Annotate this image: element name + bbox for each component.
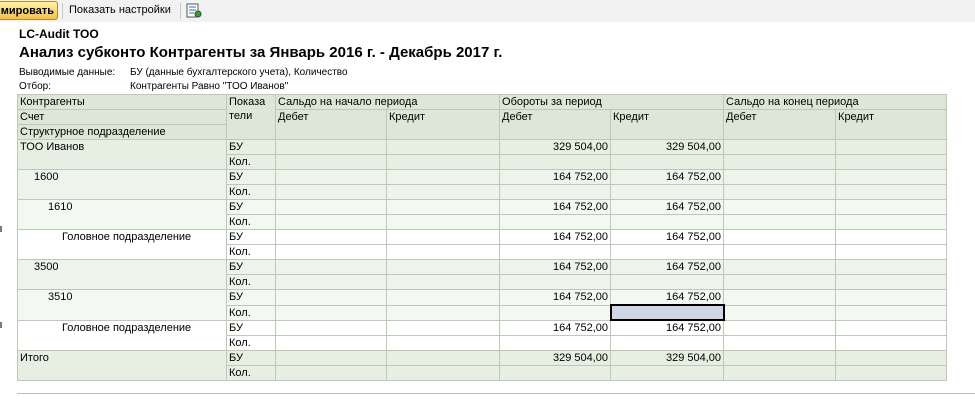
- indicator-cell[interactable]: Кол.: [227, 155, 276, 170]
- turnover-debit-cell[interactable]: [500, 275, 611, 290]
- turnover-debit-cell[interactable]: [500, 305, 611, 320]
- closing-credit-cell[interactable]: [836, 320, 947, 336]
- row-gutter: [0, 22, 17, 416]
- indicator-cell[interactable]: БУ: [227, 170, 276, 185]
- closing-credit-cell[interactable]: [836, 305, 947, 320]
- turnover-debit-cell[interactable]: [500, 215, 611, 230]
- row-label[interactable]: Головное подразделение: [18, 230, 227, 260]
- opening-credit-cell[interactable]: [387, 170, 500, 185]
- opening-credit-cell[interactable]: [387, 305, 500, 320]
- opening-debit-cell[interactable]: [276, 305, 387, 320]
- opening-debit-cell[interactable]: [276, 170, 387, 185]
- header-account: Счет: [18, 110, 227, 125]
- opening-debit-cell[interactable]: [276, 140, 387, 155]
- header-closing-credit: Кредит: [836, 110, 947, 140]
- indicator-cell[interactable]: Кол.: [227, 215, 276, 230]
- opening-debit-cell[interactable]: [276, 290, 387, 306]
- opening-debit-cell[interactable]: [276, 185, 387, 200]
- opening-credit-cell[interactable]: [387, 185, 500, 200]
- report-table: [17, 94, 947, 381]
- opening-debit-cell[interactable]: [276, 200, 387, 215]
- opening-debit-cell[interactable]: [276, 336, 387, 351]
- opening-credit-cell[interactable]: [387, 200, 500, 215]
- group-marker[interactable]: [0, 226, 2, 232]
- closing-credit-cell[interactable]: [836, 275, 947, 290]
- turnover-credit-cell[interactable]: [611, 215, 724, 230]
- indicator-cell[interactable]: БУ: [227, 200, 276, 215]
- opening-debit-cell[interactable]: [276, 155, 387, 170]
- opening-credit-cell[interactable]: [387, 336, 500, 351]
- opening-credit-cell[interactable]: [387, 275, 500, 290]
- row-label[interactable]: Головное подразделение: [18, 320, 227, 351]
- closing-credit-cell[interactable]: [836, 290, 947, 306]
- turnover-credit-cell[interactable]: [611, 185, 724, 200]
- table-row[interactable]: [18, 200, 947, 215]
- turnover-debit-cell[interactable]: [500, 155, 611, 170]
- indicator-cell[interactable]: Кол.: [227, 336, 276, 351]
- closing-debit-cell[interactable]: [724, 336, 836, 351]
- closing-debit-cell[interactable]: [724, 170, 836, 185]
- header-closing-balance: Сальдо на конец периода: [724, 95, 947, 110]
- table-row[interactable]: [18, 260, 947, 275]
- selected-cell[interactable]: [611, 305, 724, 320]
- turnover-debit-cell[interactable]: [500, 366, 611, 381]
- turnover-credit-cell[interactable]: 329 504,00: [611, 351, 724, 366]
- row-label[interactable]: 1600: [18, 170, 227, 200]
- turnover-debit-cell[interactable]: [500, 245, 611, 260]
- opening-credit-cell[interactable]: [387, 351, 500, 366]
- header-turnover-debit: Дебет: [500, 110, 611, 140]
- turnover-debit-cell[interactable]: 164 752,00: [500, 290, 611, 306]
- opening-debit-cell[interactable]: [276, 260, 387, 275]
- closing-debit-cell[interactable]: [724, 215, 836, 230]
- closing-credit-cell[interactable]: [836, 260, 947, 275]
- table-row[interactable]: [18, 230, 947, 245]
- turnover-credit-cell[interactable]: [611, 245, 724, 260]
- toolbar-separator: [62, 3, 63, 19]
- table-row[interactable]: [18, 140, 947, 155]
- opening-debit-cell[interactable]: [276, 366, 387, 381]
- generate-button[interactable]: мировать: [0, 1, 58, 20]
- closing-debit-cell[interactable]: [724, 245, 836, 260]
- closing-credit-cell[interactable]: [836, 336, 947, 351]
- indicator-cell[interactable]: Кол.: [227, 366, 276, 381]
- report-area: [0, 22, 975, 416]
- indicator-cell[interactable]: БУ: [227, 290, 276, 306]
- turnover-debit-cell[interactable]: 164 752,00: [500, 320, 611, 336]
- closing-credit-cell[interactable]: [836, 185, 947, 200]
- closing-debit-cell[interactable]: [724, 200, 836, 215]
- row-label[interactable]: 3500: [18, 260, 227, 290]
- closing-debit-cell[interactable]: [724, 351, 836, 366]
- indicator-cell[interactable]: Кол.: [227, 185, 276, 200]
- toolbar-separator: [180, 3, 181, 19]
- closing-credit-cell[interactable]: [836, 170, 947, 185]
- opening-credit-cell[interactable]: [387, 245, 500, 260]
- opening-credit-cell[interactable]: [387, 155, 500, 170]
- opening-credit-cell[interactable]: [387, 290, 500, 306]
- turnover-credit-cell[interactable]: 164 752,00: [611, 290, 724, 306]
- closing-debit-cell[interactable]: [724, 366, 836, 381]
- closing-credit-cell[interactable]: [836, 155, 947, 170]
- header-counterparties: Контрагенты: [18, 95, 227, 110]
- opening-credit-cell[interactable]: [387, 215, 500, 230]
- table-row[interactable]: [18, 320, 947, 336]
- output-label: Выводимые данные:: [19, 67, 116, 78]
- closing-credit-cell[interactable]: [836, 140, 947, 155]
- closing-debit-cell[interactable]: [724, 290, 836, 306]
- header-closing-debit: Дебет: [724, 110, 836, 140]
- indicator-cell[interactable]: Кол.: [227, 245, 276, 260]
- opening-credit-cell[interactable]: [387, 140, 500, 155]
- closing-debit-cell[interactable]: [724, 185, 836, 200]
- turnover-credit-cell[interactable]: 329 504,00: [611, 140, 724, 155]
- turnover-credit-cell[interactable]: [611, 336, 724, 351]
- header-indicators: Показа тели: [227, 95, 276, 140]
- show-settings-button[interactable]: Показать настройки: [69, 4, 171, 16]
- header-division: Структурное подразделение: [18, 125, 227, 140]
- indicator-cell[interactable]: БУ: [227, 140, 276, 155]
- indicator-cell[interactable]: Кол.: [227, 275, 276, 290]
- turnover-credit-cell[interactable]: 164 752,00: [611, 260, 724, 275]
- toolbar: [0, 0, 975, 23]
- table-row[interactable]: [18, 170, 947, 185]
- header-turnover-credit: Кредит: [611, 110, 724, 140]
- closing-debit-cell[interactable]: [724, 155, 836, 170]
- turnover-debit-cell[interactable]: 164 752,00: [500, 200, 611, 215]
- indicator-cell[interactable]: БУ: [227, 351, 276, 366]
- opening-credit-cell[interactable]: [387, 260, 500, 275]
- closing-debit-cell[interactable]: [724, 230, 836, 245]
- turnover-credit-cell[interactable]: [611, 366, 724, 381]
- turnover-debit-cell[interactable]: [500, 336, 611, 351]
- organization-name: LC-Audit ТОО: [19, 27, 99, 41]
- turnover-debit-cell[interactable]: [500, 185, 611, 200]
- opening-debit-cell[interactable]: [276, 275, 387, 290]
- opening-debit-cell[interactable]: [276, 245, 387, 260]
- closing-debit-cell[interactable]: [724, 305, 836, 320]
- opening-debit-cell[interactable]: [276, 320, 387, 336]
- closing-credit-cell[interactable]: [836, 366, 947, 381]
- header-opening-balance: Сальдо на начало периода: [276, 95, 500, 110]
- opening-credit-cell[interactable]: [387, 230, 500, 245]
- turnover-credit-cell[interactable]: 164 752,00: [611, 320, 724, 336]
- indicator-cell[interactable]: БУ: [227, 260, 276, 275]
- opening-credit-cell[interactable]: [387, 366, 500, 381]
- closing-debit-cell[interactable]: [724, 140, 836, 155]
- turnover-credit-cell[interactable]: 164 752,00: [611, 230, 724, 245]
- header-turnover: Обороты за период: [500, 95, 724, 110]
- turnover-debit-cell[interactable]: 164 752,00: [500, 260, 611, 275]
- row-label[interactable]: 1610: [18, 200, 227, 230]
- opening-debit-cell[interactable]: [276, 351, 387, 366]
- turnover-credit-cell[interactable]: 164 752,00: [611, 200, 724, 215]
- report-title: Анализ субконто Контрагенты за Январь 2016 г. - Декабрь 2017 г.: [19, 44, 503, 61]
- opening-debit-cell[interactable]: [276, 215, 387, 230]
- filter-label: Отбор:: [19, 81, 51, 92]
- row-label[interactable]: ТОО Иванов: [18, 140, 227, 170]
- turnover-debit-cell[interactable]: 164 752,00: [500, 170, 611, 185]
- turnover-debit-cell[interactable]: 329 504,00: [500, 351, 611, 366]
- row-label[interactable]: 3510: [18, 290, 227, 321]
- turnover-debit-cell[interactable]: 329 504,00: [500, 140, 611, 155]
- filter-value: Контрагенты Равно "ТОО Иванов": [130, 81, 289, 92]
- turnover-credit-cell[interactable]: [611, 275, 724, 290]
- closing-credit-cell[interactable]: [836, 200, 947, 215]
- row-label[interactable]: Итого: [18, 351, 227, 381]
- turnover-credit-cell[interactable]: 164 752,00: [611, 170, 724, 185]
- header-opening-debit: Дебет: [276, 110, 387, 140]
- opening-debit-cell[interactable]: [276, 230, 387, 245]
- indicator-cell[interactable]: БУ: [227, 230, 276, 245]
- report-settings-icon[interactable]: [186, 3, 202, 18]
- turnover-credit-cell[interactable]: [611, 155, 724, 170]
- table-row[interactable]: [18, 351, 947, 366]
- indicator-cell[interactable]: Кол.: [227, 305, 276, 320]
- table-row[interactable]: [18, 290, 947, 306]
- output-value: БУ (данные бухгалтерского учета), Количество: [130, 67, 348, 78]
- table-bottom-border: [17, 393, 975, 394]
- closing-debit-cell[interactable]: [724, 320, 836, 336]
- header-opening-credit: Кредит: [387, 110, 500, 140]
- opening-credit-cell[interactable]: [387, 320, 500, 336]
- closing-debit-cell[interactable]: [724, 260, 836, 275]
- closing-credit-cell[interactable]: [836, 230, 947, 245]
- indicator-cell[interactable]: БУ: [227, 320, 276, 336]
- closing-credit-cell[interactable]: [836, 215, 947, 230]
- closing-credit-cell[interactable]: [836, 351, 947, 366]
- closing-credit-cell[interactable]: [836, 245, 947, 260]
- closing-debit-cell[interactable]: [724, 275, 836, 290]
- group-marker[interactable]: [0, 322, 2, 328]
- turnover-debit-cell[interactable]: 164 752,00: [500, 230, 611, 245]
